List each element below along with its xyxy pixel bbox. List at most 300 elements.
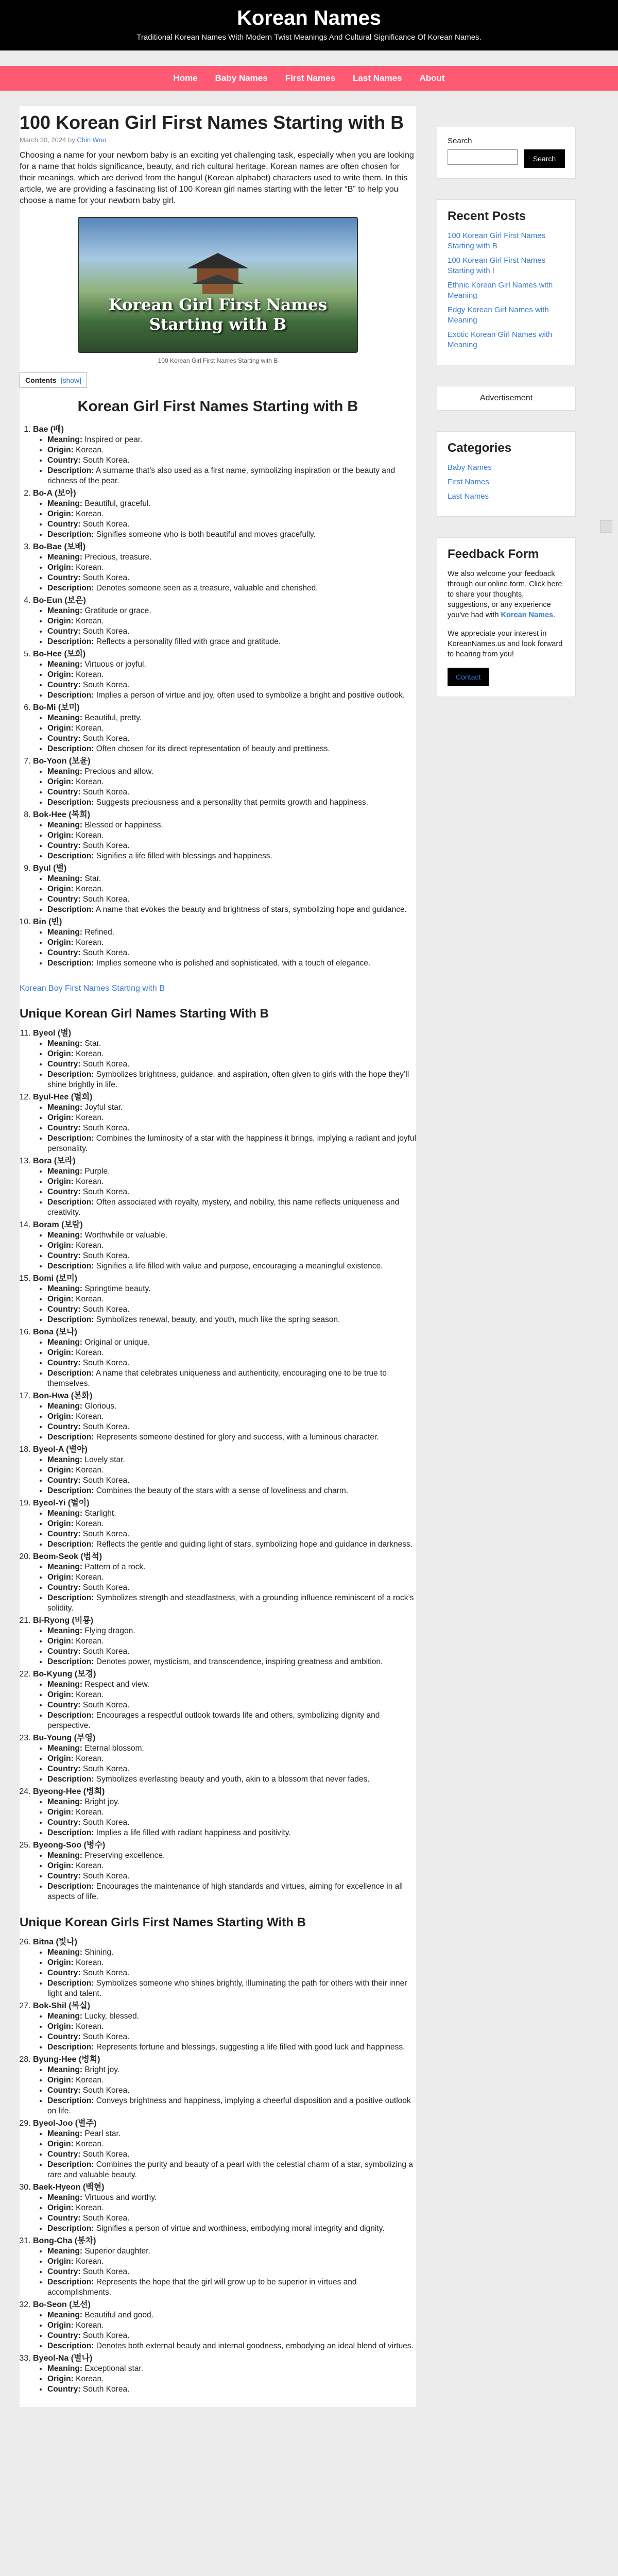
attr-value: South Korea.	[82, 1476, 130, 1485]
attr-label: Description:	[47, 1315, 94, 1324]
name-attributes	[33, 1851, 416, 1902]
attr-value: Lovely star.	[84, 1455, 125, 1464]
attr-value: Original or unique.	[84, 1338, 150, 1347]
site-tagline: Traditional Korean Names With Modern Twist Meanings And Cultural Significance Of Korean Names.	[136, 33, 482, 42]
name-title: Bitna (빛나)	[33, 1938, 78, 1946]
name-title: Byeol-A (별아)	[33, 1445, 88, 1454]
attr-value: South Korea.	[82, 2032, 130, 2041]
attr-label: Origin:	[47, 563, 74, 572]
attr-value: Korean.	[76, 885, 104, 893]
attr-country	[47, 894, 416, 905]
name-entry	[33, 1733, 416, 1785]
attr-value: A name that evokes the beauty and brightness of stars, symbolizing hope and guidance.	[95, 905, 407, 914]
attr-label: Origin:	[47, 724, 74, 733]
attr-meaning	[47, 874, 416, 884]
attr-label: Country:	[47, 1583, 81, 1592]
attr-label: Description:	[47, 905, 94, 914]
toc-show-toggle[interactable]: [show]	[60, 376, 82, 384]
name-entry	[33, 2119, 416, 2180]
attr-label: Country:	[47, 1188, 81, 1196]
name-entry	[33, 2182, 416, 2234]
attr-label: Description:	[47, 1486, 94, 1495]
attr-value: Shining.	[84, 1948, 114, 1957]
attr-value: South Korea.	[82, 2385, 130, 2394]
attr-meaning	[47, 2129, 416, 2139]
attr-value: South Korea.	[82, 1124, 130, 1132]
name-title: Byeong-Hee (병희)	[33, 1787, 105, 1796]
hero-image	[78, 217, 358, 353]
attr-label: Meaning:	[47, 1039, 83, 1048]
post-date: March 30, 2024	[20, 136, 66, 144]
name-attributes	[33, 1455, 416, 1496]
name-entry	[33, 703, 416, 754]
attr-value: Represents someone destined for glory and success, with a luminous character.	[96, 1433, 379, 1442]
attr-value: Korean.	[76, 1808, 104, 1817]
attr-label: Origin:	[47, 1808, 74, 1817]
name-title: Bora (보라)	[33, 1157, 76, 1165]
attr-meaning	[47, 1401, 416, 1412]
attr-value: Often chosen for its direct representation of beauty and prettiness.	[96, 744, 330, 753]
attr-label: Description:	[47, 2096, 94, 2105]
search-widget	[437, 127, 576, 179]
name-title: Bu-Young (부영)	[33, 1734, 96, 1742]
attr-value: South Korea.	[82, 2086, 130, 2095]
attr-country	[47, 1700, 416, 1710]
name-entry	[33, 1937, 416, 1999]
attr-value: Star.	[84, 1039, 101, 1048]
attr-meaning	[47, 1039, 416, 1049]
category-link[interactable]: Baby Names	[448, 463, 492, 472]
attr-country	[47, 573, 416, 583]
feedback-link[interactable]: Korean Names	[501, 611, 554, 619]
attr-origin	[47, 1519, 416, 1529]
attr-value: Symbolizes someone who shines brightly, illuminating the path for others with their inner light and talent.	[47, 1979, 407, 1998]
attr-description	[47, 1710, 416, 1731]
attr-value: South Korea.	[82, 627, 130, 636]
attr-origin	[47, 1807, 416, 1818]
name-entry	[33, 542, 416, 594]
attr-value: Purple.	[84, 1167, 110, 1176]
attr-value: Pearl star.	[84, 2129, 121, 2138]
attr-value: Often associated with royalty, mystery, and nobility, this name reflects uniqueness and creativity.	[47, 1198, 400, 1217]
attr-value: South Korea.	[82, 456, 130, 465]
attr-description	[47, 958, 416, 969]
attr-value: Korean.	[76, 1177, 104, 1186]
attr-description	[47, 1774, 416, 1785]
attr-meaning	[47, 1103, 416, 1113]
attr-value: Korean.	[76, 1690, 104, 1699]
categories-title: Categories	[448, 441, 512, 455]
attr-label: Meaning:	[47, 1167, 83, 1176]
attr-description	[47, 798, 416, 808]
name-title: Boram (보람)	[33, 1221, 83, 1229]
name-title: Byeol-Yi (별이)	[33, 1499, 90, 1507]
name-entry	[33, 1220, 416, 1272]
attr-label: Description:	[47, 959, 94, 968]
name-entry	[33, 1445, 416, 1496]
attr-label: Description:	[47, 584, 94, 592]
attr-value: Korean.	[76, 510, 104, 518]
name-entry	[33, 596, 416, 647]
attr-value: Reflects a personality filled with grace and gratitude.	[96, 637, 281, 646]
attr-origin	[47, 1465, 416, 1476]
attr-label: Meaning:	[47, 1680, 83, 1689]
name-title: Bae (배)	[33, 425, 64, 434]
attr-value: South Korea.	[82, 1647, 130, 1656]
attr-value: Signifies someone who is both beautiful and moves gracefully.	[96, 530, 316, 539]
attr-origin	[47, 1572, 416, 1583]
name-attributes	[33, 659, 416, 701]
scroll-to-top-button[interactable]	[600, 520, 612, 533]
name-attributes	[33, 1626, 416, 1667]
attr-description	[47, 1368, 416, 1389]
attr-description	[47, 583, 416, 594]
attr-label: Meaning:	[47, 1744, 83, 1753]
page-wrap	[0, 91, 618, 2407]
attr-label: Country:	[47, 2385, 81, 2394]
attr-value: South Korea.	[82, 1188, 130, 1196]
attr-label: Meaning:	[47, 1103, 83, 1112]
heading-main: Korean Girl First Names Starting with B	[77, 398, 358, 415]
attr-value: Denotes someone seen as a treasure, valuable and cherished.	[96, 584, 318, 592]
name-list-1	[20, 425, 416, 969]
attr-value: Lucky, blessed.	[84, 2012, 140, 2021]
attr-value: Precious and allow.	[84, 767, 153, 776]
attr-label: Meaning:	[47, 874, 83, 883]
name-title: Byeol (별)	[33, 1029, 72, 1038]
name-attributes	[33, 435, 416, 486]
attr-value: South Korea.	[82, 2331, 130, 2340]
attr-country	[47, 2331, 416, 2341]
attr-value: Korean.	[76, 1348, 104, 1357]
attr-label: Country:	[47, 627, 81, 636]
recent-post-link[interactable]: Edgy Korean Girl Names with Meaning	[448, 306, 549, 325]
attr-label: Country:	[47, 734, 81, 743]
attr-label: Origin:	[47, 510, 74, 518]
attr-country	[47, 2384, 416, 2395]
attr-origin	[47, 509, 416, 519]
attr-value: Pattern of a rock.	[84, 1563, 146, 1571]
attr-value: Superior daughter.	[84, 2247, 150, 2256]
name-attributes	[33, 767, 416, 808]
attr-label: Origin:	[47, 885, 74, 893]
attr-value: Joyful star.	[84, 1103, 123, 1112]
name-entry	[33, 1156, 416, 1218]
attr-label: Meaning:	[47, 435, 83, 444]
related-boy-names-link[interactable]: Korean Boy First Names Starting with B	[20, 984, 165, 993]
search-input[interactable]	[448, 149, 518, 165]
attr-description	[47, 905, 416, 915]
attr-label: Country:	[47, 2331, 81, 2340]
attr-meaning	[47, 435, 416, 445]
nav-baby-names[interactable]: Baby Names	[215, 73, 268, 83]
attr-value: South Korea.	[82, 734, 130, 743]
attr-label: Meaning:	[47, 1851, 83, 1860]
attr-origin	[47, 1177, 416, 1187]
attr-label: Description:	[47, 530, 94, 539]
nav-home[interactable]: Home	[173, 73, 198, 83]
attr-value: Suggests preciousness and a personality that permits growth and happiness.	[96, 798, 368, 807]
attr-value: Korean.	[76, 1466, 104, 1475]
attr-label: Country:	[47, 2086, 81, 2095]
attr-label: Country:	[47, 573, 81, 582]
attr-country	[47, 734, 416, 744]
attr-meaning	[47, 1851, 416, 1861]
attr-value: South Korea.	[82, 1060, 130, 1069]
name-title: Bong-Cha (봉차)	[33, 2236, 96, 2245]
attr-label: Country:	[47, 788, 81, 796]
site-title[interactable]: Korean Names	[236, 7, 382, 29]
recent-post-link[interactable]: 100 Korean Girl First Names Starting with B	[448, 231, 546, 250]
attr-value: Inspired or pear.	[84, 435, 143, 444]
attr-label: Origin:	[47, 2204, 74, 2212]
attr-country	[47, 1422, 416, 1432]
recent-post-link[interactable]: Ethnic Korean Girl Names with Meaning	[448, 281, 553, 300]
attr-origin	[47, 563, 416, 573]
attr-label: Country:	[47, 1422, 81, 1431]
attr-description	[47, 2277, 416, 2298]
attr-description	[47, 2224, 416, 2234]
attr-label: Description:	[47, 744, 94, 753]
name-title: Bi-Ryong (비룡)	[33, 1616, 94, 1625]
attr-value: South Korea.	[82, 681, 130, 689]
attr-label: Description:	[47, 852, 94, 860]
attr-value: Korean.	[76, 1637, 104, 1646]
attr-description	[47, 1432, 416, 1443]
attr-label: Description:	[47, 2160, 94, 2169]
attr-description	[47, 1197, 416, 1218]
attr-label: Country:	[47, 1251, 81, 1260]
name-entry	[33, 1498, 416, 1550]
attr-origin	[47, 1861, 416, 1871]
attr-label: Country:	[47, 520, 81, 529]
attr-label: Description:	[47, 1828, 94, 1837]
name-attributes	[33, 1337, 416, 1389]
attr-value: Star.	[84, 874, 101, 883]
categories-widget	[437, 431, 576, 517]
attr-label: Description:	[47, 1882, 94, 1891]
attr-label: Description:	[47, 798, 94, 807]
attr-meaning	[47, 2011, 416, 2022]
attr-meaning	[47, 499, 416, 509]
post-author[interactable]: Chin Woo	[77, 136, 107, 144]
attr-value: South Korea.	[82, 841, 130, 850]
attr-value: Korean.	[76, 2204, 104, 2212]
attr-label: Meaning:	[47, 1231, 83, 1240]
name-attributes	[33, 499, 416, 540]
attr-label: Country:	[47, 1060, 81, 1069]
name-attributes	[33, 1947, 416, 1999]
attr-value: South Korea.	[82, 1530, 130, 1538]
attr-value: Bright joy.	[84, 1798, 120, 1806]
name-entry	[33, 488, 416, 540]
attr-meaning	[47, 2065, 416, 2075]
nav-about[interactable]: About	[419, 73, 445, 83]
attr-country	[47, 787, 416, 798]
attr-value: Korean.	[76, 2022, 104, 2031]
attr-label: Description:	[47, 2342, 94, 2350]
name-entry	[33, 1327, 416, 1389]
attr-value: Glorious.	[84, 1402, 117, 1411]
name-entry	[33, 1274, 416, 1325]
attr-value: Korean.	[76, 1519, 104, 1528]
attr-description	[47, 530, 416, 540]
attr-description	[47, 1070, 416, 1090]
attr-value: Symbolizes strength and steadfastness, with a grounding influence reminiscent of a rock’s solidity.	[47, 1594, 414, 1613]
attr-label: Country:	[47, 2267, 81, 2276]
attr-label: Meaning:	[47, 1948, 83, 1957]
name-title: Byul-Hee (별희)	[33, 1093, 93, 1101]
attr-description	[47, 2341, 416, 2351]
attr-label: Description:	[47, 1657, 94, 1666]
attr-origin	[47, 670, 416, 680]
main-nav	[0, 66, 618, 91]
attr-description	[47, 1133, 416, 1154]
attr-value: Korean.	[76, 1241, 104, 1250]
name-entry	[33, 1840, 416, 1902]
attr-value: Blessed or happiness.	[84, 821, 163, 829]
post-meta	[20, 136, 416, 144]
attr-label: Country:	[47, 1359, 81, 1367]
category-link[interactable]: First Names	[448, 478, 489, 486]
recent-posts-title: Recent Posts	[448, 209, 526, 223]
attr-value: Denotes power, mysticism, and transcendence, inspiring greatness and ambition.	[96, 1657, 383, 1666]
attr-label: Meaning:	[47, 1509, 83, 1518]
attr-description	[47, 466, 416, 486]
name-entry	[33, 425, 416, 486]
name-title: Bo-Mi (보미)	[33, 703, 80, 712]
attr-origin	[47, 1690, 416, 1700]
attr-label: Description:	[47, 2278, 94, 2286]
attr-origin	[47, 1958, 416, 1968]
attr-label: Meaning:	[47, 1284, 83, 1293]
attr-label: Origin:	[47, 1241, 74, 1250]
attr-value: Preserving excellence.	[84, 1851, 165, 1860]
attr-label: Origin:	[47, 1177, 74, 1186]
name-attributes	[33, 1401, 416, 1443]
name-title: Bo-Seon (보선)	[33, 2300, 91, 2309]
attr-label: Country:	[47, 1476, 81, 1485]
name-attributes	[33, 2129, 416, 2180]
name-title: Byeol-Joo (별주)	[33, 2119, 97, 2128]
attr-label: Country:	[47, 1530, 81, 1538]
name-title: Bok-Shil (복실)	[33, 2002, 90, 2010]
category-link[interactable]: Last Names	[448, 492, 489, 501]
name-title: Bo-A (보아)	[33, 489, 76, 498]
attr-label: Origin:	[47, 2257, 74, 2266]
attr-label: Origin:	[47, 670, 74, 679]
name-list-2	[20, 1028, 416, 1902]
attr-origin	[47, 445, 416, 455]
search-button[interactable]: Search	[524, 149, 565, 168]
attr-label: Meaning:	[47, 606, 83, 615]
attr-description	[47, 2096, 416, 2116]
attr-value: Flying dragon.	[84, 1626, 135, 1635]
attr-origin	[47, 938, 416, 948]
attr-label: Origin:	[47, 1754, 74, 1763]
attr-country	[47, 2086, 416, 2096]
heading-unique-2: Unique Korean Girls First Names Starting With B	[20, 1916, 306, 1929]
attr-origin	[47, 1113, 416, 1123]
attr-label: Meaning:	[47, 1798, 83, 1806]
name-entry	[33, 1391, 416, 1443]
name-entry	[33, 1028, 416, 1090]
recent-post-link[interactable]: 100 Korean Girl First Names Starting with I	[448, 256, 546, 275]
attr-label: Meaning:	[47, 1563, 83, 1571]
attr-meaning	[47, 606, 416, 616]
attr-description	[47, 637, 416, 647]
attr-value: Korean.	[76, 2140, 104, 2148]
attr-country	[47, 1818, 416, 1828]
name-entry	[33, 1616, 416, 1667]
pagoda-illustration	[182, 248, 254, 294]
attr-country	[47, 1358, 416, 1368]
attr-value: Implies someone who is polished and sophisticated, with a touch of elegance.	[96, 959, 371, 968]
attr-value: Korean.	[76, 1573, 104, 1582]
attr-label: Origin:	[47, 1573, 74, 1582]
attr-label: Origin:	[47, 2022, 74, 2031]
name-entry	[33, 2055, 416, 2116]
toc-label: Contents	[25, 376, 57, 384]
attr-country	[47, 1968, 416, 1978]
attr-meaning	[47, 1166, 416, 1177]
attr-meaning	[47, 1626, 416, 1636]
attr-label: Meaning:	[47, 2364, 83, 2373]
contact-button[interactable]: Contact	[448, 668, 489, 686]
attr-meaning	[47, 927, 416, 938]
attr-country	[47, 2032, 416, 2042]
attr-label: Description:	[47, 2043, 94, 2052]
name-attributes	[33, 1230, 416, 1272]
attr-label: Country:	[47, 1647, 81, 1656]
attr-label: Description:	[47, 1979, 94, 1988]
attr-label: Description:	[47, 691, 94, 700]
attr-value: Reflects the gentle and guiding light of stars, symbolizing hope and guidance in darkness.	[96, 1540, 413, 1549]
attr-label: Description:	[47, 1540, 94, 1549]
attr-value: Symbolizes renewal, beauty, and youth, much like the spring season.	[96, 1315, 340, 1324]
post-title: 100 Korean Girl First Names Starting with B	[20, 112, 404, 133]
attr-label: Meaning:	[47, 2311, 83, 2319]
name-title: Bomi (보미)	[33, 1274, 78, 1283]
attr-meaning	[47, 767, 416, 777]
attr-value: South Korea.	[82, 1701, 130, 1709]
attr-origin	[47, 2075, 416, 2086]
attr-country	[47, 1647, 416, 1657]
attr-value: Korean.	[76, 938, 104, 947]
recent-post-link[interactable]: Exotic Korean Girl Names with Meaning	[448, 330, 553, 349]
name-entry	[33, 2001, 416, 2053]
attr-value: Beautiful and good.	[84, 2311, 153, 2319]
attr-value: Korean.	[76, 2076, 104, 2084]
name-title: Bona (보나)	[33, 1328, 78, 1336]
attr-country	[47, 1123, 416, 1133]
name-attributes	[33, 2246, 416, 2298]
nav-last-names[interactable]: Last Names	[353, 73, 402, 83]
name-title: Bo-Eun (보은)	[33, 596, 86, 605]
attr-value: South Korea.	[82, 2267, 130, 2276]
name-attributes	[33, 1562, 416, 1614]
attr-value: Korean.	[76, 1049, 104, 1058]
nav-first-names[interactable]: First Names	[285, 73, 336, 83]
attr-meaning	[47, 1680, 416, 1690]
name-attributes	[33, 1039, 416, 1090]
name-title: Byeol-Na (별나)	[33, 2354, 93, 2363]
attr-meaning	[47, 1562, 416, 1572]
name-entry	[33, 2353, 416, 2395]
attr-value: Eternal blossom.	[84, 1744, 144, 1753]
name-entry	[33, 1552, 416, 1614]
attr-country	[47, 455, 416, 466]
